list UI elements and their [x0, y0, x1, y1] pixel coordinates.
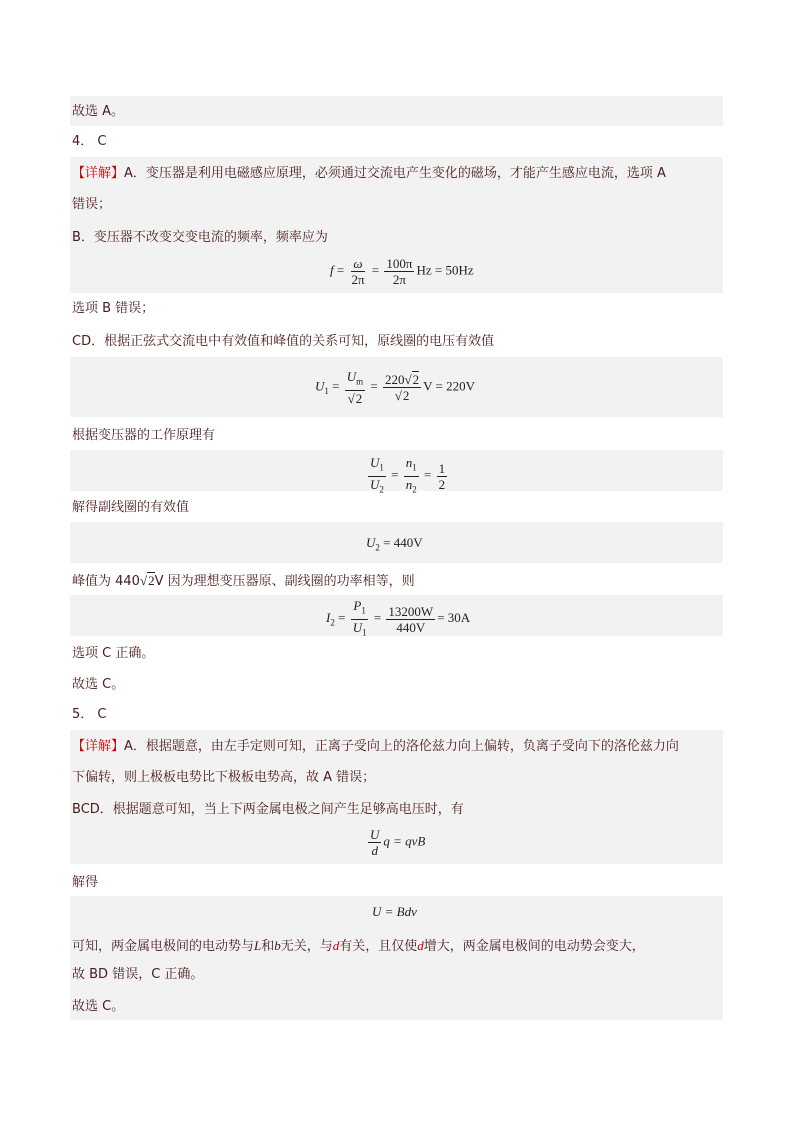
text-line: 峰值为 440√2V 因为理想变压器原、副线圈的功率相等，则	[72, 573, 415, 589]
detail-tag: 【详解】	[72, 739, 125, 754]
text-line: 下偏转，则上极板电势比下极板电势高，故 A 错误；	[72, 770, 376, 785]
formula-primary-voltage: $U_1$ = $\frac{U_m}{√2}$ = $\frac{220√2}{√2}$ V = 220V	[315, 369, 475, 406]
question-number: 5． C	[72, 707, 107, 722]
shade-block	[70, 96, 723, 126]
detail-tag: 【详解】	[72, 166, 125, 181]
text-line: 错误；	[72, 197, 112, 212]
text-line: 解得副线圈的有效值	[72, 500, 190, 515]
text-line: 解得	[72, 875, 99, 890]
formula-secondary-voltage: $U_2 = 440V$	[366, 535, 423, 553]
formula-turns-ratio: $\frac{U_1}{U_2}$ = $\frac{n_1}{n_2}$ = $\frac{1}{2}$	[370, 455, 446, 495]
text-line: 选项 C 正确。	[72, 646, 155, 661]
text-line: 根据变压器的工作原理有	[72, 428, 216, 443]
text-line: 故选 C。	[72, 677, 125, 692]
text-line: 【详解】A．变压器是利用电磁感应原理，必须通过交流电产生变化的磁场，才能产生感应电流，选项 A	[72, 166, 666, 181]
formula-emf: U = Bdv	[372, 904, 417, 919]
text-line: 故 BD 错误，C 正确。	[72, 967, 204, 982]
text-line: 故选 C。	[72, 999, 125, 1014]
formula-secondary-current: $I_2$ = $\frac{P_1}{U_1}$ = $\frac{13200W}{440V}$ = 30A	[326, 598, 471, 638]
text-line: BCD．根据题意可知，当上下两金属电极之间产生足够高电压时，有	[72, 802, 464, 817]
question-number: 4． C	[72, 134, 107, 149]
text-line: B．变压器不改变交变电流的频率，频率应为	[72, 230, 328, 245]
formula-frequency: f = $\frac{\omega}{2\pi}$ = $\frac{100\pi}{2\pi}$ Hz = 50Hz	[330, 256, 474, 287]
text-line: 选项 B 错误；	[72, 301, 155, 316]
text-line: 故选 A。	[72, 104, 125, 119]
text-line: 可知，两金属电极间的电动势与L和b无关，与d有关，且仅使d增大，两金属电极间的电动势会变大，	[72, 938, 645, 954]
formula-force-balance: $\frac{U}{d}$ q = qvB	[370, 827, 426, 858]
text-line: 【详解】A．根据题意，由左手定则可知，正离子受向上的洛伦兹力向上偏转，负离子受向下的洛伦兹力向	[72, 739, 679, 754]
text-line: CD．根据正弦式交流电中有效值和峰值的关系可知，原线圈的电压有效值	[72, 334, 495, 349]
